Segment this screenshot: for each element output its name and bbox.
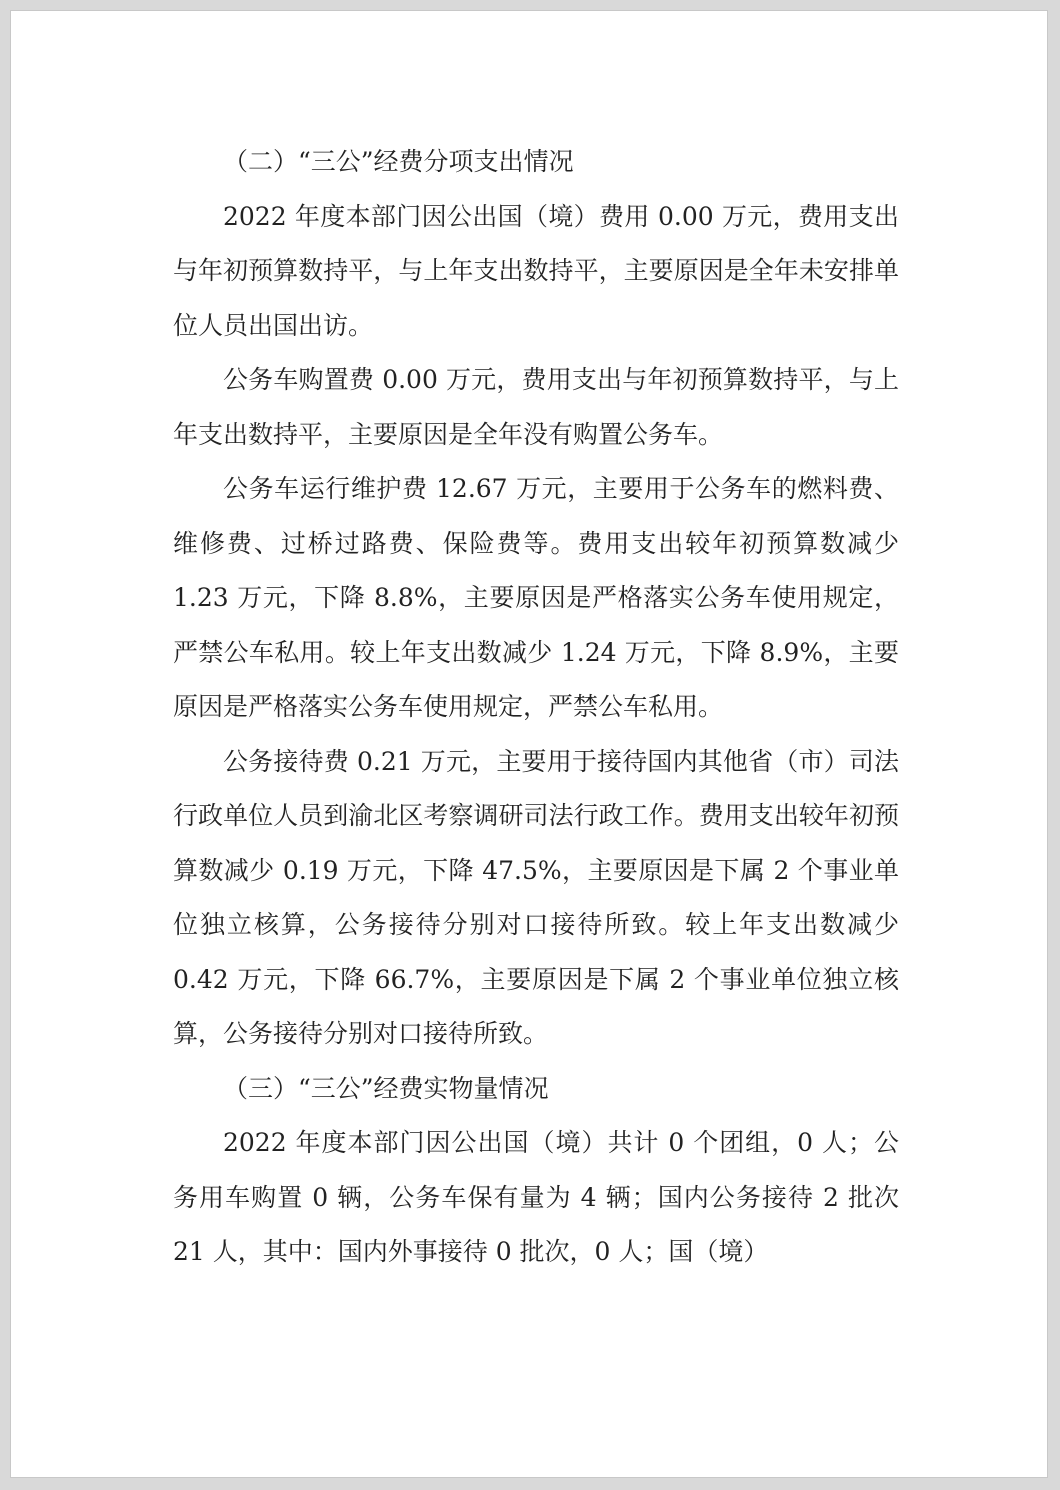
paragraph-vehicle-maintenance: 公务车运行维护费 12.67 万元，主要用于公务车的燃料费、维修费、过桥过路费、保险费等。费用支出较年初预算数减少 1.23 万元，下降 8.8%，主要原因是严格落实公务车使用规定，严禁公车私用。较上年支出数减少 1.24 万元，下降 8.9%，主要原因是严格落实公务车使用规定，严禁公车私用。 <box>173 474 899 721</box>
paragraph-physical-quantity: 2022 年度本部门因公出国（境）共计 0 个团组，0 人；公务用车购置 0 辆，公务车保有量为 4 辆；国内公务接待 2 批次 21 人，其中：国内外事接待 0 批次，0 人；国（境） <box>173 1128 899 1266</box>
section-heading-2: （二）“三公”经费分项支出情况 <box>223 147 574 176</box>
section-heading-3: （三）“三公”经费实物量情况 <box>223 1073 549 1103</box>
paragraph-overseas-expense: 2022 年度本部门因公出国（境）费用 0.00 万元，费用支出与年初预算数持平，与上年支出数持平，主要原因是全年未安排单位人员出国出访。 <box>173 201 899 340</box>
paragraph-reception-expense: 公务接待费 0.21 万元，主要用于接待国内其他省（市）司法行政单位人员到渝北区考察调研司法行政工作。费用支出较年初预算数减少 0.19 万元，下降 47.5%，主要原因是下属 2 个事业单位独立核算，公务接待分别对口接待所致。较上年支出数减少 0.42 万元，下降 66.7%，主要原因是下属 2 个事业单位独立核算，公务接待分别对口接待所致。 <box>173 746 899 1048</box>
paragraph-vehicle-purchase: 公务车购置费 0.00 万元，费用支出与年初预算数持平，与上年支出数持平，主要原因是全年没有购置公务车。 <box>173 365 899 449</box>
document-page <box>10 10 1048 1478</box>
document-body <box>173 135 899 1280</box>
